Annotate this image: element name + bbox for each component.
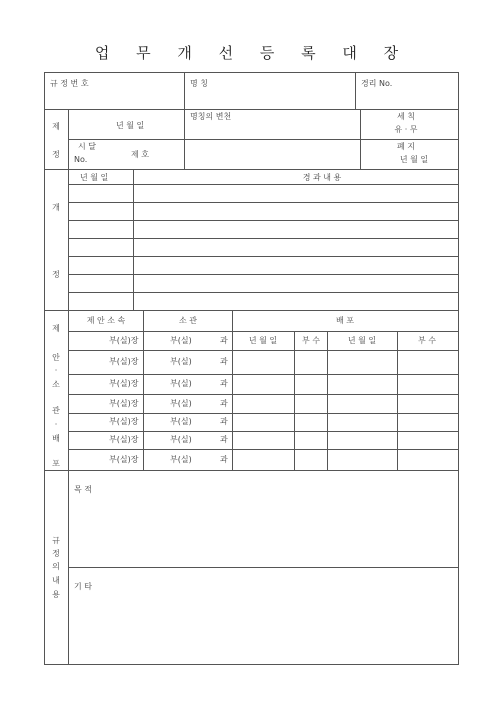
- row-dept: 부(실)장: [109, 379, 139, 388]
- revision-content-header: 경 과 내 용: [302, 173, 342, 182]
- rule-number-label: 규 정 번 호: [50, 79, 89, 88]
- form-border-bottom: [44, 664, 459, 665]
- divider: [68, 139, 459, 140]
- proposal-side-label: 관: [52, 406, 60, 415]
- divider: [68, 449, 459, 450]
- divider: [68, 431, 459, 432]
- repeal-date-label: 년 월 일: [399, 155, 429, 164]
- divider: [143, 310, 144, 470]
- enforcement-label: 시 달: [78, 142, 96, 151]
- repeal-label: 폐 지: [397, 142, 415, 151]
- distribution-date-header: 년 월 일: [347, 336, 377, 345]
- approval-number-label: 경리 No.: [361, 79, 393, 88]
- divider: [44, 470, 459, 471]
- divider: [68, 374, 459, 375]
- name-label: 명 칭: [190, 79, 208, 88]
- row-owner-unit: 과: [220, 336, 228, 345]
- distribution-copies-header: 부 수: [302, 336, 320, 345]
- distribution-date-header: 년 월 일: [248, 336, 278, 345]
- proposal-dept-header: 제 안 소 속: [86, 316, 126, 325]
- divider: [232, 310, 233, 470]
- form-border-top: [44, 72, 459, 73]
- row-owner: 부(실): [170, 455, 192, 464]
- divider: [184, 72, 185, 169]
- proposal-side-label: ·: [54, 420, 58, 429]
- divider: [68, 331, 459, 332]
- contents-side-label: 내: [52, 576, 60, 585]
- row-owner-unit: 과: [220, 379, 228, 388]
- enforcement-number-label: 제 호: [131, 150, 149, 159]
- row-dept: 부(실)장: [109, 455, 139, 464]
- divider: [44, 109, 459, 110]
- row-owner: 부(실): [170, 357, 192, 366]
- proposal-side-label: 제: [52, 324, 60, 333]
- distribution-header: 배 포: [336, 316, 354, 325]
- page-title: 업 무 개 선 등 록 대 장: [94, 44, 410, 62]
- divider: [68, 202, 459, 203]
- row-owner-unit: 과: [220, 399, 228, 408]
- row-owner: 부(실): [170, 417, 192, 426]
- owner-header: 소 관: [179, 316, 197, 325]
- contents-side-label: 의: [52, 562, 60, 571]
- revision-date-header: 년 월 일: [80, 173, 109, 182]
- form-border-right: [458, 72, 459, 664]
- row-owner-unit: 과: [220, 435, 228, 444]
- proposal-side-label: 배: [52, 434, 60, 443]
- purpose-label: 목 적: [74, 485, 92, 494]
- proposal-side-label: 소: [52, 380, 60, 389]
- row-dept: 부(실)장: [109, 417, 139, 426]
- divider: [68, 184, 459, 185]
- row-owner-unit: 과: [220, 455, 228, 464]
- divider: [68, 394, 459, 395]
- divider: [68, 567, 459, 568]
- divider: [360, 109, 361, 169]
- row-owner-unit: 과: [220, 357, 228, 366]
- form-border-left: [44, 72, 45, 664]
- contents-side-label: 규: [52, 536, 60, 545]
- proposal-side-label: 안: [52, 353, 60, 362]
- divider: [68, 109, 69, 664]
- divider: [44, 169, 459, 170]
- row-owner: 부(실): [170, 336, 192, 345]
- divider: [355, 72, 356, 109]
- divider: [68, 292, 459, 293]
- divider: [133, 169, 134, 310]
- enforcement-no-label: No.: [74, 155, 88, 164]
- row-owner: 부(실): [170, 379, 192, 388]
- proposal-side-label: ·: [54, 366, 58, 375]
- row-owner: 부(실): [170, 399, 192, 408]
- divider: [68, 238, 459, 239]
- divider: [68, 350, 459, 351]
- enactment-label: 정: [52, 150, 60, 159]
- row-dept: 부(실)장: [109, 357, 139, 366]
- enactment-date-label: 년 월 일: [116, 121, 145, 130]
- revision-label: 정: [52, 270, 60, 279]
- distribution-copies-header: 부 수: [418, 336, 436, 345]
- contents-side-label: 용: [52, 590, 60, 599]
- divider: [68, 256, 459, 257]
- name-history-label: 명칭의 변천: [190, 112, 232, 121]
- row-owner: 부(실): [170, 435, 192, 444]
- row-dept: 부(실)장: [109, 399, 139, 408]
- divider: [294, 331, 295, 470]
- divider: [44, 310, 459, 311]
- row-dept: 부(실)장: [109, 336, 139, 345]
- other-label: 기 타: [74, 582, 92, 591]
- row-dept: 부(실)장: [109, 435, 139, 444]
- divider: [68, 220, 459, 221]
- divider: [68, 274, 459, 275]
- enactment-label: 제: [52, 122, 60, 131]
- row-owner-unit: 과: [220, 417, 228, 426]
- divider: [327, 331, 328, 470]
- revision-label: 개: [52, 203, 60, 212]
- divider: [397, 331, 398, 470]
- proposal-side-label: 포: [52, 459, 60, 468]
- bylaws-yes-no-label: 유 · 무: [394, 125, 418, 134]
- contents-side-label: 정: [52, 549, 60, 558]
- bylaws-label: 세 칙: [397, 112, 415, 121]
- divider: [68, 413, 459, 414]
